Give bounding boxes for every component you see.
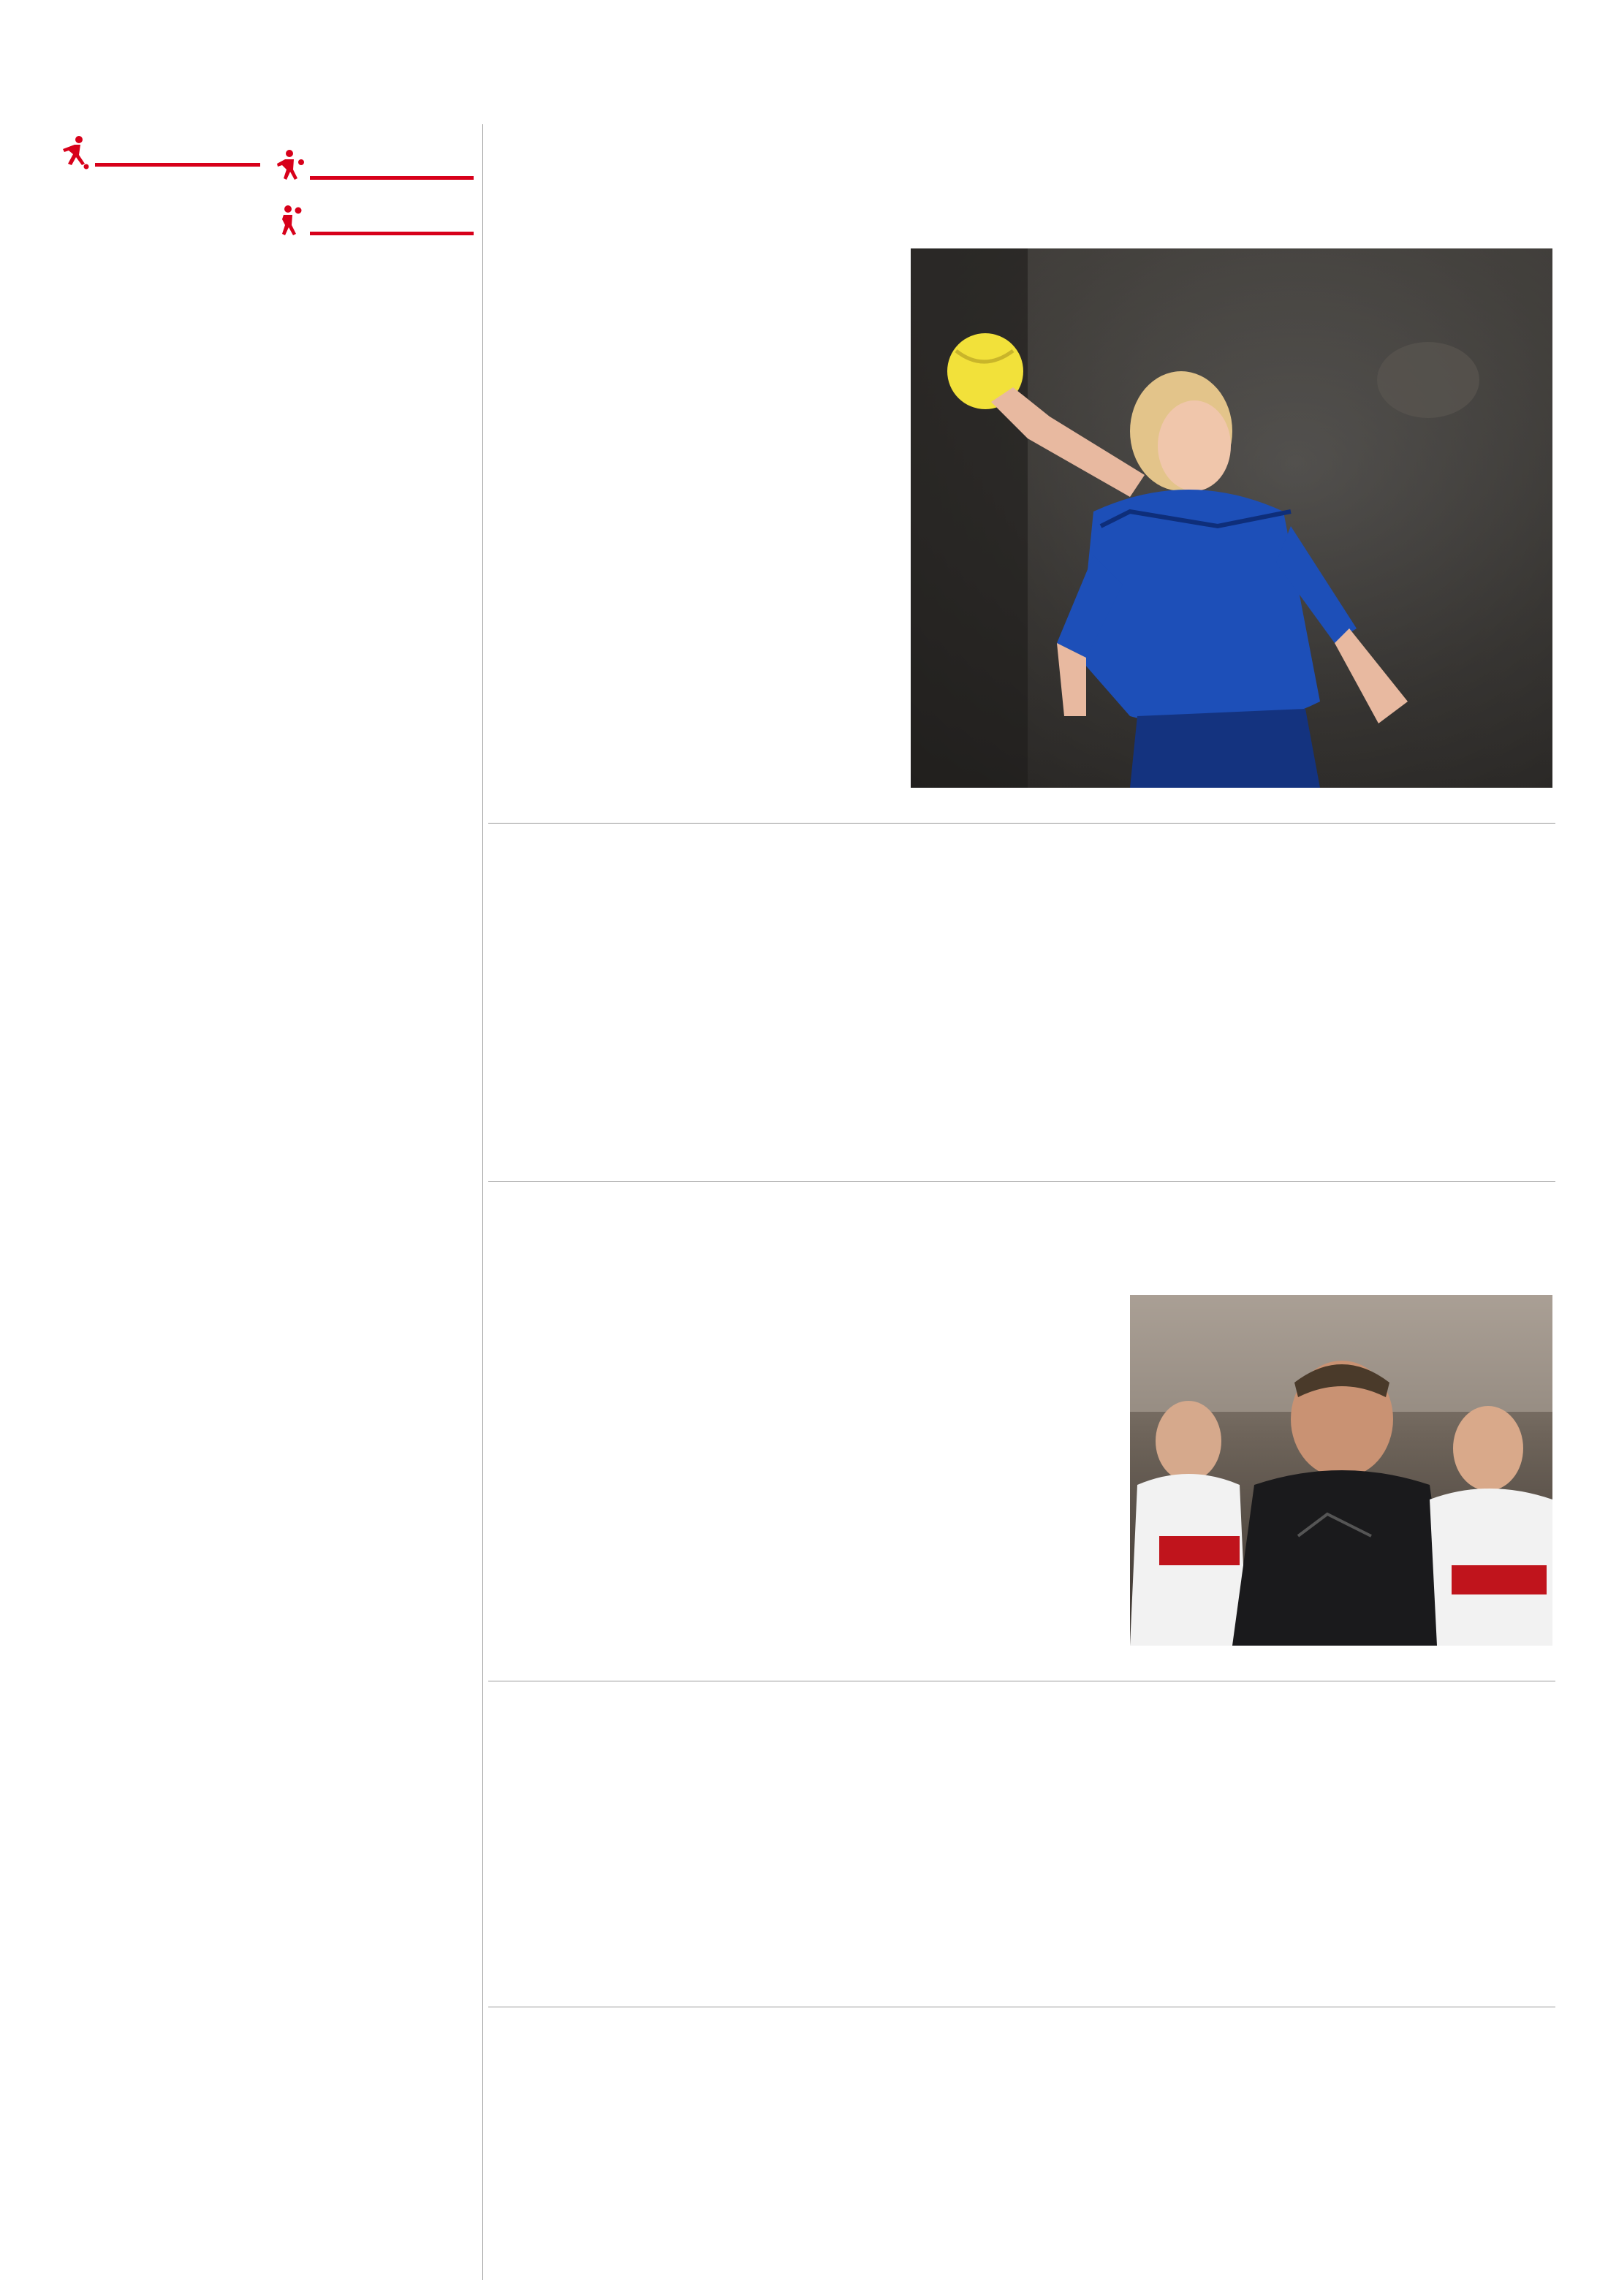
soccer-player-icon bbox=[58, 134, 91, 170]
tischtennis-divider bbox=[310, 176, 474, 180]
handball-player-icon bbox=[273, 203, 306, 238]
article1-photo bbox=[911, 248, 1552, 788]
results-column-2 bbox=[273, 132, 474, 244]
results-column-1 bbox=[58, 132, 260, 175]
issue-number bbox=[58, 67, 72, 80]
coach-photo bbox=[1130, 1295, 1552, 1646]
fussball-divider bbox=[95, 163, 260, 167]
handball-player-photo bbox=[911, 248, 1552, 788]
handball-header bbox=[273, 200, 474, 241]
article-divider bbox=[488, 1181, 1555, 1182]
article-divider bbox=[488, 823, 1555, 824]
tischtennis-header bbox=[273, 145, 474, 186]
handball-divider bbox=[310, 232, 474, 235]
fussball-header bbox=[58, 132, 260, 172]
table-tennis-player-icon bbox=[273, 148, 306, 183]
column-divider bbox=[482, 124, 483, 2280]
article3-photo bbox=[1130, 1295, 1552, 1646]
